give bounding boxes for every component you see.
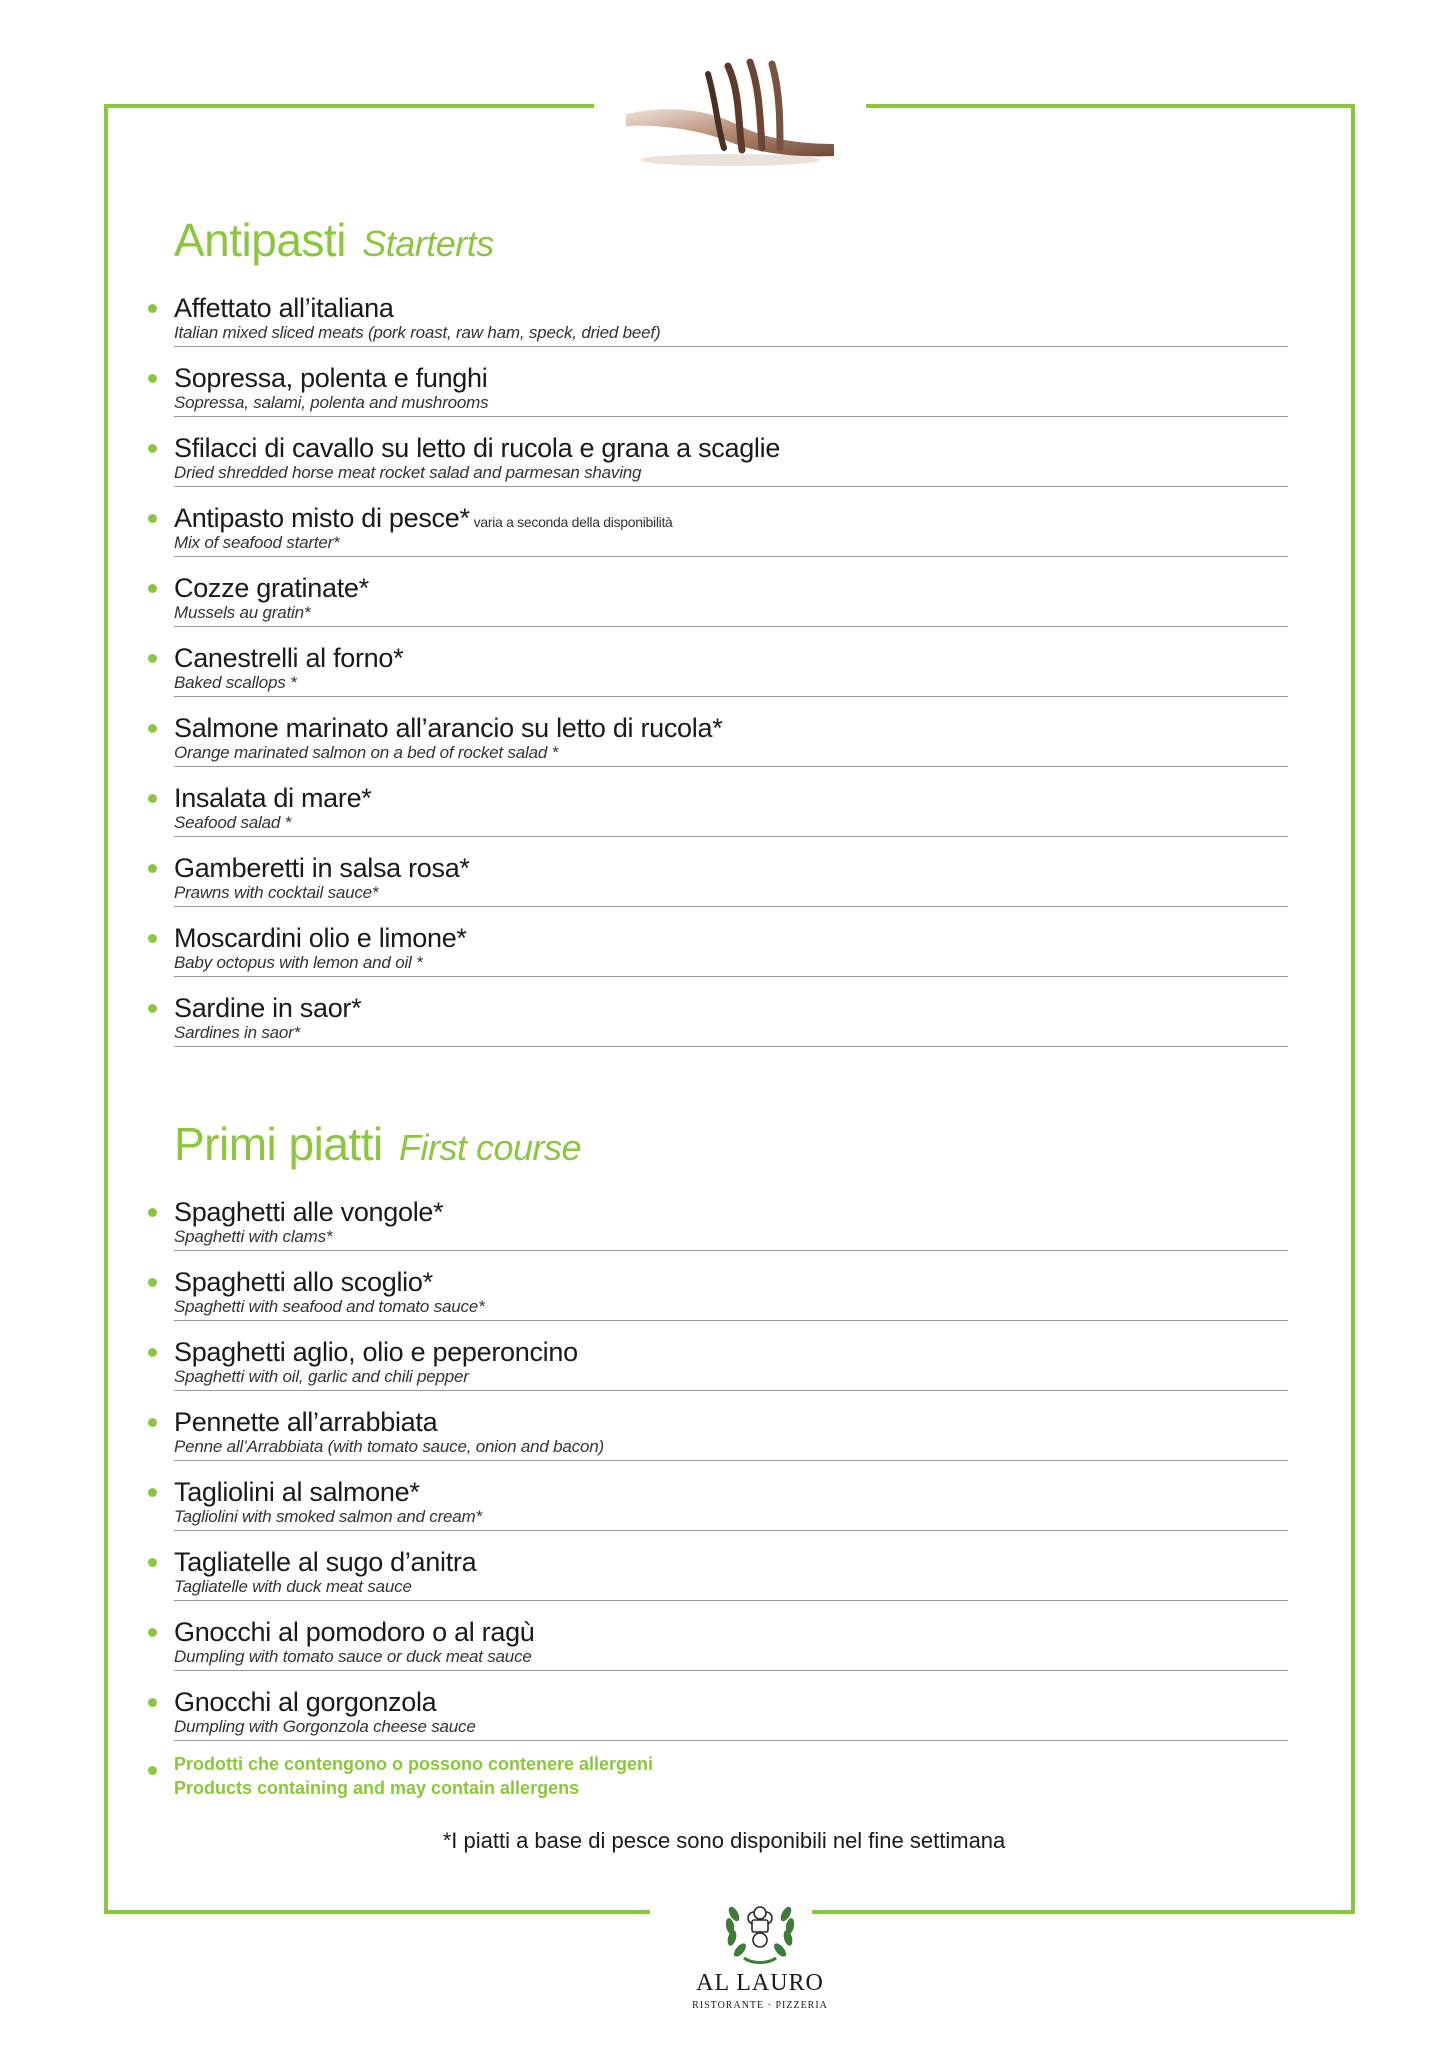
menu-item [0,432,1448,502]
item-name-text: Canestrelli al forno* [174,643,404,673]
menu-item [0,782,1448,852]
item-name-text: Moscardini olio e limone* [174,923,467,953]
logo-subtitle: RISTORANTE · PIZZERIA [692,2000,828,2011]
bullet [148,934,157,943]
item-name [174,1266,433,1298]
item-name [174,852,470,884]
item-divider [174,1600,1288,1601]
item-divider [174,1250,1288,1251]
menu-item [0,362,1448,432]
item-description: Spaghetti with seafood and tomato sauce* [174,1297,485,1316]
item-name [174,992,361,1024]
bullet [148,1208,157,1217]
antipasti-list [0,292,1448,1062]
menu-item [0,852,1448,922]
antipasti-title-it: Antipasti [174,214,346,266]
item-name [174,1546,476,1578]
item-description: Spaghetti with oil, garlic and chili pepper [174,1367,469,1386]
item-divider [174,696,1288,697]
item-description: Sardines in saor* [174,1023,301,1042]
menu-item [0,1686,1448,1756]
bullet [148,1558,157,1567]
item-divider [174,1390,1288,1391]
menu-item [0,1336,1448,1406]
bullet [148,1628,157,1637]
menu-item [0,572,1448,642]
allergen-line-it: Prodotti che contengono o possono contenere allergeni [174,1754,654,1774]
item-description: Italian mixed sliced meats (pork roast, raw ham, speck, dried beef) [174,323,661,342]
item-description: Spaghetti with clams* [174,1227,333,1246]
item-description: Seafood salad * [174,813,292,832]
item-description: Prawns with cocktail sauce* [174,883,379,902]
item-divider [174,1670,1288,1671]
frame-bottom-right [812,1910,1355,1914]
item-name [174,1616,535,1648]
item-description: Mussels au gratin* [174,603,311,622]
item-name-text: Sopressa, polenta e funghi [174,363,488,393]
item-description: Sopressa, salami, polenta and mushrooms [174,393,489,412]
item-name-text: Spaghetti allo scoglio* [174,1267,433,1297]
menu-item [0,1196,1448,1266]
item-name [174,922,467,954]
menu-item [0,712,1448,782]
menu-item [0,1266,1448,1336]
item-divider [174,346,1288,347]
item-divider [174,416,1288,417]
bullet [148,654,157,663]
item-divider [174,1460,1288,1461]
item-divider [174,486,1288,487]
item-divider [174,836,1288,837]
item-name-text: Antipasto misto di pesce* [174,503,470,533]
bullet [148,1348,157,1357]
frame-bottom-left [104,1910,650,1914]
footnote: *I piatti a base di pesce sono disponibili nel fine settimana [442,1828,1006,1853]
item-name [174,782,372,814]
item-name-text: Insalata di mare* [174,783,372,813]
item-name-text: Tagliolini al salmone* [174,1477,420,1507]
laurel-wreath-icon [720,1900,800,1966]
bullet [148,584,157,593]
bullet [148,724,157,733]
item-name-text: Sardine in saor* [174,993,362,1023]
item-name-text: Gnocchi al pomodoro o al ragù [174,1617,535,1647]
item-description: Dumpling with Gorgonzola cheese sauce [174,1717,476,1736]
logo-name: AL LAURO [696,1970,824,1996]
bullet [148,1488,157,1497]
item-description: Penne all’Arrabbiata (with tomato sauce, onion and bacon) [174,1437,604,1456]
bullet [148,304,157,313]
item-name [174,642,403,674]
item-note: varia a seconda della disponibilità [473,514,673,530]
primi-title-en: First course [399,1127,582,1168]
item-name-text: Cozze gratinate* [174,573,369,603]
item-description: Tagliolini with smoked salmon and cream* [174,1507,482,1526]
item-name-text: Spaghetti aglio, olio e peperoncino [174,1337,578,1367]
menu-item [0,642,1448,712]
item-name [174,572,369,604]
item-name-text: Pennette all’arrabbiata [174,1407,438,1437]
item-description: Mix of seafood starter* [174,533,340,552]
restaurant-logo [680,1900,840,2050]
menu-item [0,1406,1448,1476]
item-description: Orange marinated salmon on a bed of rocket salad * [174,743,559,762]
item-description: Dried shredded horse meat rocket salad and parmesan shaving [174,463,642,482]
item-description: Baby octopus with lemon and oil * [174,953,423,972]
item-name-text: Salmone marinato all’arancio su letto di rucola* [174,713,723,743]
item-name [174,1336,578,1368]
item-name [174,292,394,324]
item-divider [174,1320,1288,1321]
antipasti-title-en: Starterts [362,223,494,264]
primi-list [0,1196,1448,1756]
item-divider [174,1530,1288,1531]
item-name [174,1196,443,1228]
item-name [174,712,722,744]
item-name [174,1686,436,1718]
item-name-text: Sfilacci di cavallo su letto di rucola e grana a scaglie [174,433,781,463]
bullet [148,374,157,383]
primi-title-it: Primi piatti [174,1118,383,1170]
bullet [148,514,157,523]
item-name [174,432,780,464]
item-divider [174,1046,1288,1047]
menu-item [0,1616,1448,1686]
item-name-text: Gamberetti in salsa rosa* [174,853,470,883]
item-divider [174,556,1288,557]
item-name [174,362,487,394]
bullet [148,1418,157,1427]
allergen-line-en: Products containing and may contain allergens [174,1778,580,1798]
antipasti-title [174,214,494,270]
menu-item [0,292,1448,362]
bullet [148,794,157,803]
primi-title [174,1118,581,1174]
item-name [174,1476,420,1508]
bullet [148,1698,157,1707]
item-description: Tagliatelle with duck meat sauce [174,1577,412,1596]
fork-icon [620,52,840,170]
allergen-bullet [148,1766,157,1775]
item-name-text: Affettato all’italiana [174,293,394,323]
item-description: Baked scallops * [174,673,297,692]
item-divider [174,976,1288,977]
item-divider [174,626,1288,627]
menu-item [0,502,1448,572]
item-name-text: Gnocchi al gorgonzola [174,1687,437,1717]
item-description: Dumpling with tomato sauce or duck meat sauce [174,1647,532,1666]
menu-item [0,992,1448,1062]
menu-item [0,922,1448,992]
item-divider [174,906,1288,907]
item-name-text: Spaghetti alle vongole* [174,1197,444,1227]
menu-item [0,1546,1448,1616]
frame-top-right [866,104,1355,108]
frame-top-left [104,104,594,108]
item-name-text: Tagliatelle al sugo d’anitra [174,1547,477,1577]
bullet [148,444,157,453]
bullet [148,1004,157,1013]
item-divider [174,766,1288,767]
bullet [148,864,157,873]
bullet [148,1278,157,1287]
item-name [174,1406,437,1438]
item-divider [174,1740,1288,1741]
menu-item [0,1476,1448,1546]
